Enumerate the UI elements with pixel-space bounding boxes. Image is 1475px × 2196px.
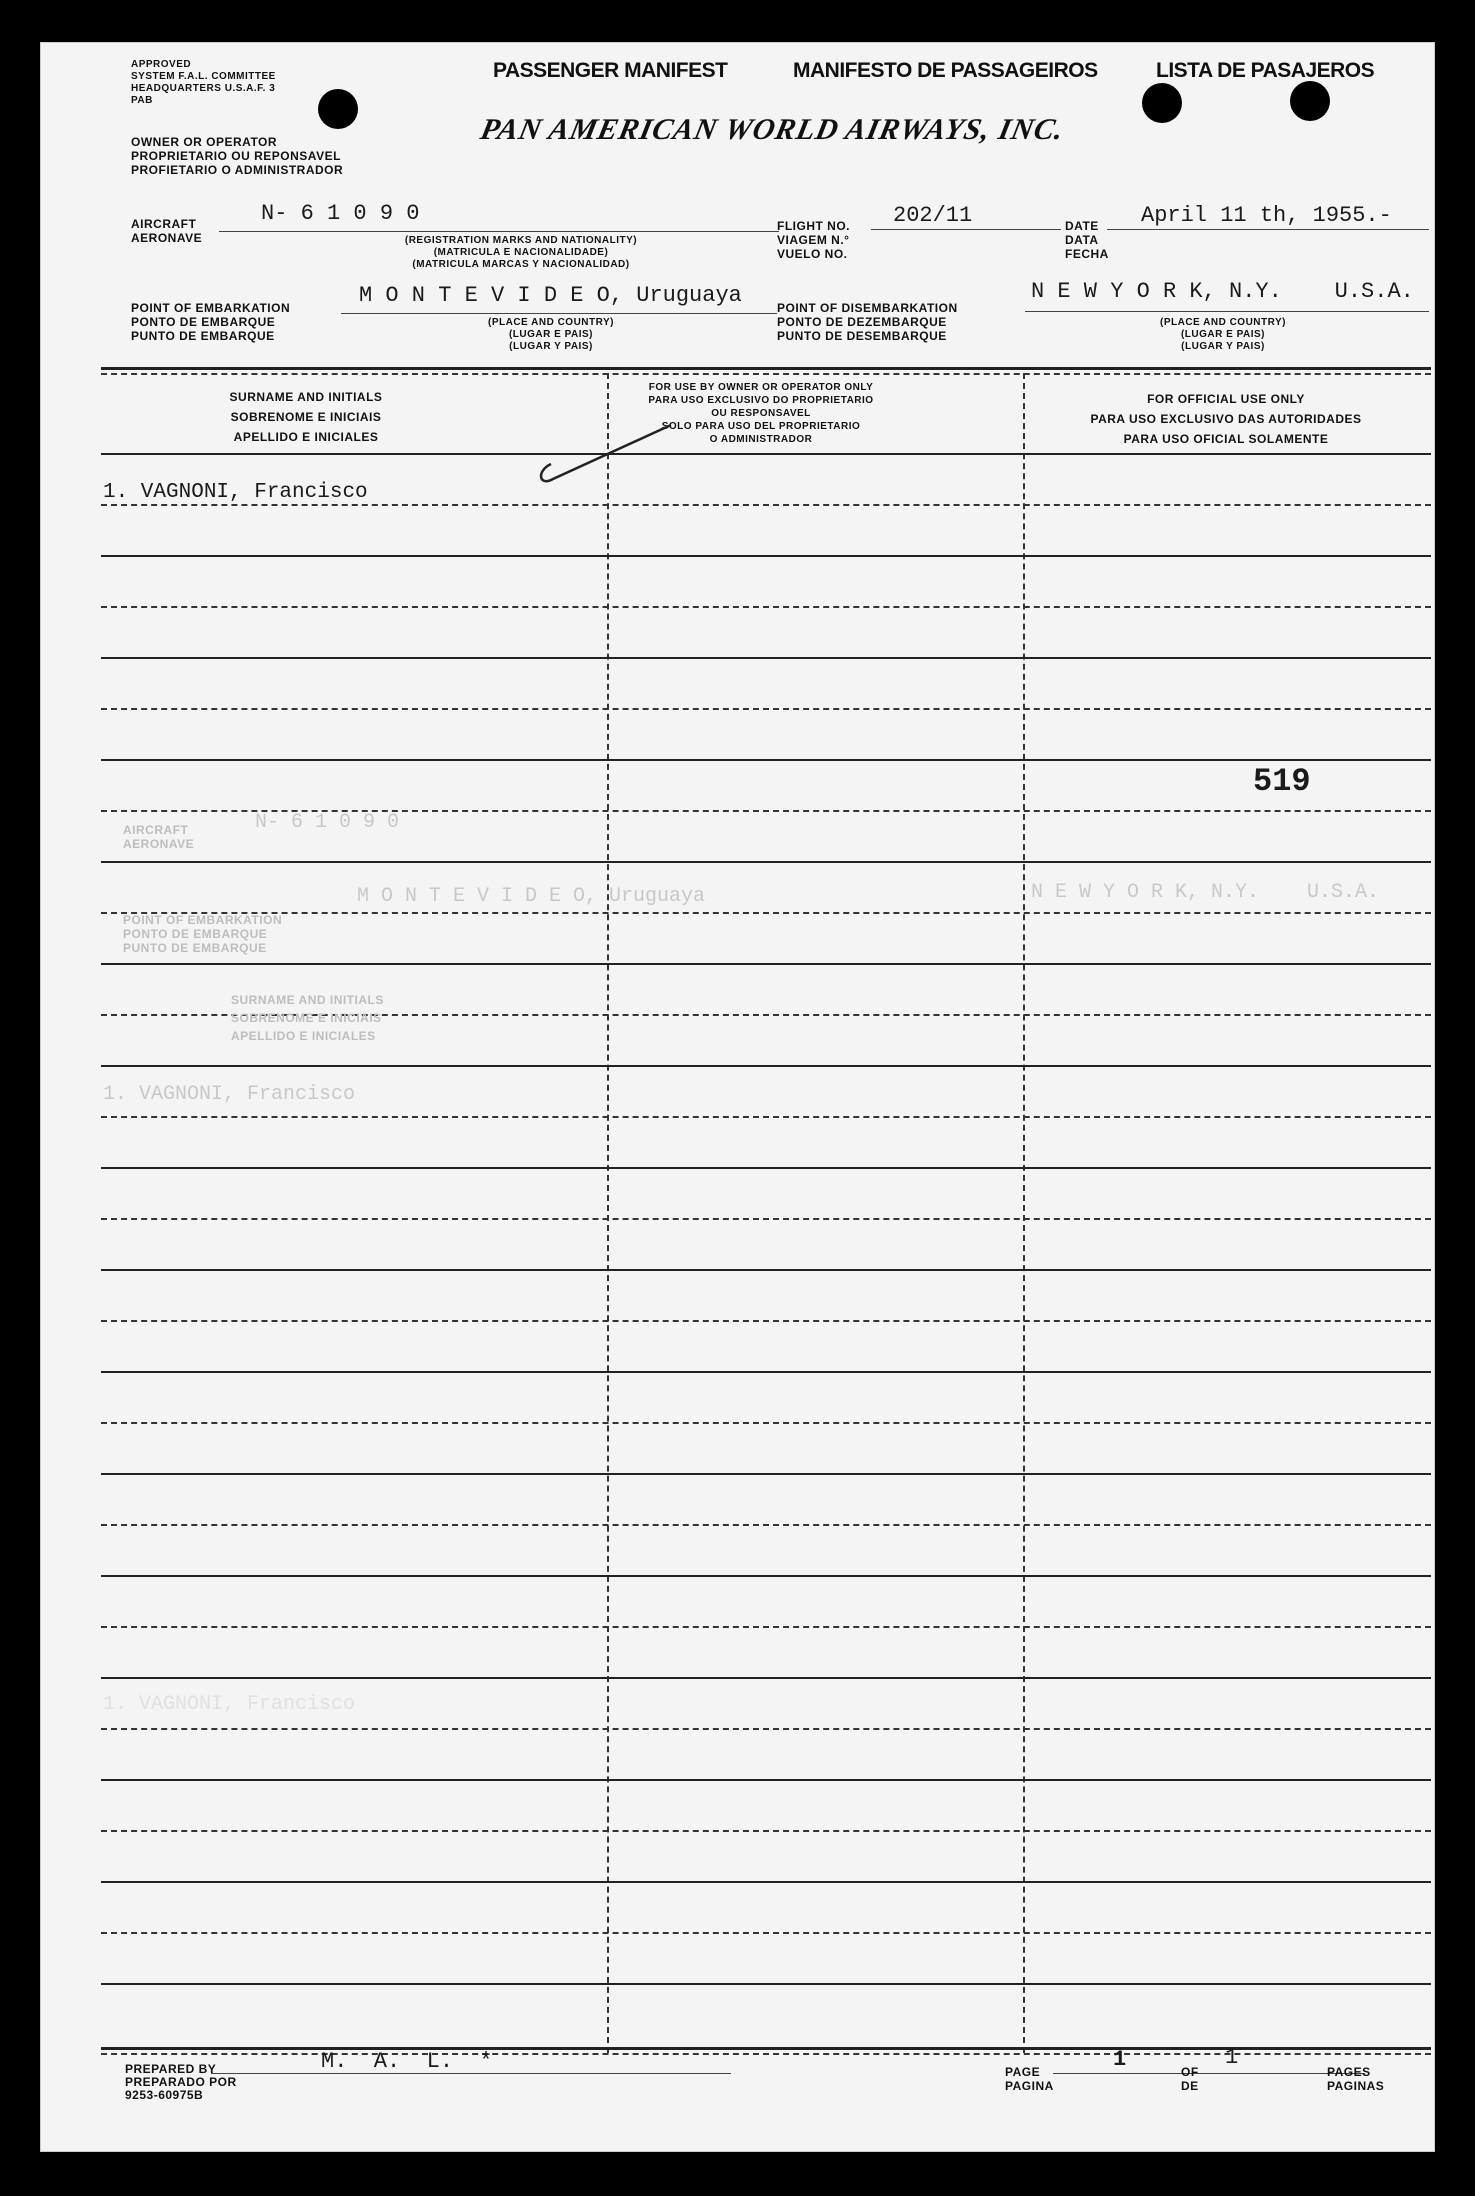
embark-labels: POINT OF EMBARKATION PONTO DE EMBARQUE PUNTO DE EMBARQUE [131,301,291,343]
punch-hole [1142,83,1182,123]
row-line [101,1116,1431,1118]
prepared-value: M. A. L. * [321,2049,493,2074]
row-line [101,1626,1431,1628]
aircraft-line [219,231,779,232]
ghost-aircraft-labels: AIRCRAFT AERONAVE [123,823,195,851]
row-line [101,1065,1431,1067]
stamp-number: 519 [1253,763,1311,800]
title-english: PASSENGER MANIFEST [493,59,728,82]
row-line [101,1830,1431,1832]
disembark-line [1025,311,1429,312]
row-line [101,861,1431,863]
row-line [101,1320,1431,1322]
ghost-aircraft: N- 6 1 0 9 0 [255,811,400,834]
ghost-embark: M O N T E V I D E O, Uruguaya [357,885,706,908]
column-divider [607,373,609,2053]
row-line [101,1728,1431,1730]
check-mark-icon [531,419,681,499]
col1-header: SURNAME AND INITIALS SOBRENOME E INICIAIS APELLIDO E INICIALES [229,390,383,444]
date-labels: DATE DATA FECHA [1065,219,1109,261]
row-line [101,1473,1431,1475]
col3-header: FOR OFFICIAL USE ONLY PARA USO EXCLUSIVO DAS AUTORIDADES PARA USO OFICIAL SOLAMENTE [1090,392,1362,446]
header-rule [101,367,1431,370]
col2-header: FOR USE BY OWNER OR OPERATOR ONLY PARA USO EXCLUSIVO DO PROPRIETARIO OU RESPONSAVEL SOLO PARA USO DEL PROPRIETARIO O ADMINISTRADOR [648,382,874,445]
row-line [101,1422,1431,1424]
punch-hole [318,89,358,129]
ghost-passenger: 1. VAGNONI, Francisco [103,1083,356,1106]
page-labels: PAGE PAGINA [1005,2065,1054,2093]
prepared-labels: PREPARED BY PREPARADO POR 9253-60975B [125,2062,237,2102]
ghost-passenger-faint: 1. VAGNONI, Francisco [103,1693,356,1716]
aircraft-value: N- 6 1 0 9 0 [261,201,420,226]
passenger-row-1: 1. VAGNONI, Francisco [103,481,368,504]
row-line [101,1218,1431,1220]
approval-block: APPROVED SYSTEM F.A.L. COMMITTEE HEADQUARTERS U.S.A.F. 3 PAB [131,59,276,106]
row-line [101,1167,1431,1169]
row-line [101,1881,1431,1883]
aircraft-notes: (REGISTRATION MARKS AND NATIONALITY) (MATRICULA E NACIONALIDADE) (MATRICULA MARCAS Y NACIONALIDAD) [404,235,638,270]
embark-notes: (PLACE AND COUNTRY) (LUGAR E PAIS) (LUGAR Y PAIS) [488,317,614,352]
airline-name: PAN AMERICAN WORLD AIRWAYS, INC. [477,113,1068,146]
row-line [101,1524,1431,1526]
disembark-notes: (PLACE AND COUNTRY) (LUGAR E PAIS) (LUGAR Y PAIS) [1160,317,1286,352]
punch-hole [1290,81,1330,121]
of-labels: OF DE [1181,2065,1199,2093]
row-line [101,1575,1431,1577]
embark-value: M O N T E V I D E O, Uruguaya [359,283,742,308]
aircraft-labels: AIRCRAFT AERONAVE [131,217,203,245]
title-spanish: LISTA DE PASAJEROS [1156,59,1375,82]
row-line [101,1779,1431,1781]
row-line [101,1677,1431,1679]
title-portuguese: MANIFESTO DE PASSAGEIROS [793,59,1098,82]
row-line [101,657,1431,659]
disembark-labels: POINT OF DISEMBARKATION PONTO DE DEZEMBARQUE PUNTO DE DESEMBARQUE [777,301,958,343]
of-value: 1 [1225,2045,1239,2070]
disembark-value: N E W Y O R K, N.Y. U.S.A. [1031,279,1414,304]
row-line [101,453,1431,455]
row-line [101,912,1431,914]
row-line [101,555,1431,557]
page-value: 1 [1113,2047,1127,2072]
header-rule [101,373,1431,375]
row-line [101,606,1431,608]
embark-line [341,313,777,314]
date-value: April 11 th, 1955.- [1141,203,1392,228]
row-line [101,1269,1431,1271]
row-line [101,963,1431,965]
row-line [101,1983,1431,1985]
flight-line [871,229,1061,230]
pages-labels: PAGES PAGINAS [1327,2065,1385,2093]
row-line [101,1371,1431,1373]
row-line [101,504,1431,506]
ghost-embark-labels: POINT OF EMBARKATION PONTO DE EMBARQUE PUNTO DE EMBARQUE [123,913,283,955]
manifest-page [40,42,1435,2152]
column-divider [1023,373,1025,2053]
row-line [101,708,1431,710]
date-line [1107,229,1429,230]
owner-labels: OWNER OR OPERATOR PROPRIETARIO OU REPONSAVEL PROFIETARIO O ADMINISTRADOR [131,135,344,177]
ghost-disembark: N E W Y O R K, N.Y. U.S.A. [1031,881,1380,904]
flight-value: 202/11 [893,203,973,228]
row-line [101,1932,1431,1934]
flight-labels: FLIGHT NO. VIAGEM N.° VUELO NO. [777,219,850,261]
ghost-col1-header: SURNAME AND INITIALS SOBRENOME E INICIAIS APELLIDO E INICIALES [231,993,384,1043]
row-line [101,759,1431,761]
